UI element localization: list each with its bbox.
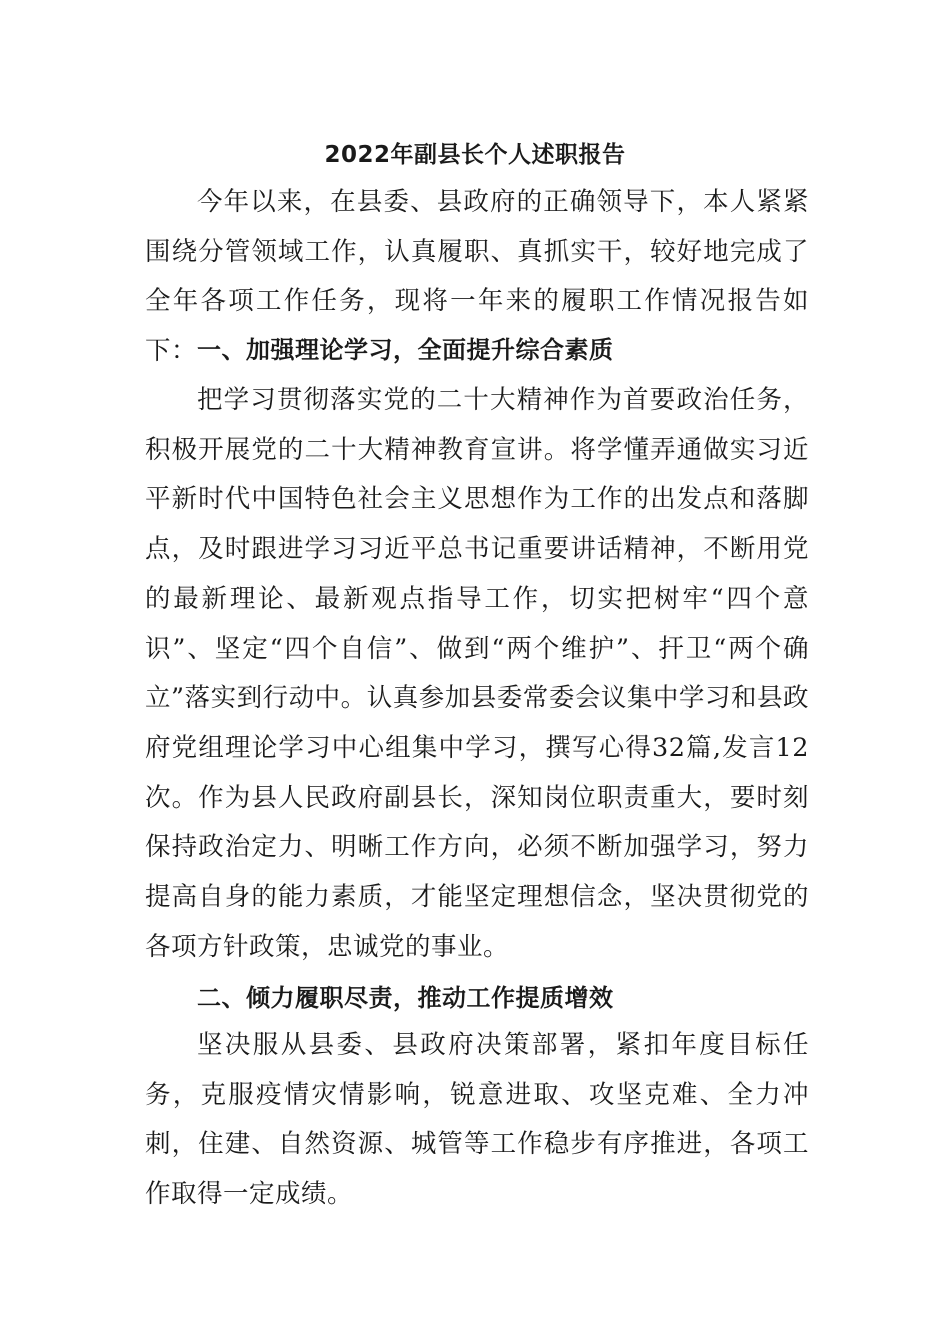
- section-heading-2: 二、倾力履职尽责，推动工作提质增效: [197, 984, 614, 1012]
- section-paragraph-2: 坚决服从县委、县政府决策部署，紧扣年度目标任务，克服疫情灾情影响，锐意进取、攻坚克难、全力冲刺，住建、自然资源、城管等工作稳步有序推进，各项工作取得一定成绩。: [145, 1030, 809, 1210]
- section-heading-1: 一、加强理论学习，全面提升综合素质: [197, 336, 614, 364]
- document-title: 2022年副县长个人述职报告: [324, 142, 626, 168]
- intro-paragraph: 今年以来，在县委、县政府的正确领导下，本人紧紧围绕分管领域工作，认真履职、真抓实干，较好地完成了全年各项工作任务，现将一年来的履职工作情况报告如下：: [145, 187, 809, 367]
- section-paragraph-1: 把学习贯彻落实党的二十大精神作为首要政治任务，积极开展党的二十大精神教育宣讲。将学懂弄通做实习近平新时代中国特色社会主义思想作为工作的出发点和落脚点，及时跟进学习习近平总书记重要讲话精神，不断用党的最新理论、最新观点指导工作，切实把树牢“四个意识”、坚定“四个自信”、做到“两个维护”、扞卫“两个确立”落实到行动中。认真参加县委常委会议集中学习和县政府党组理论学习中心组集中学习，撰写心得32篇,发言12次。作为县人民政府副县长，深知岗位职责重大，要时刻保持政治定力、明晰工作方向，必须不断加强学习，努力提高自身的能力素质，才能坚定理想信念，坚决贯彻党的各项方针政策，忠诚党的事业。: [145, 385, 809, 962]
